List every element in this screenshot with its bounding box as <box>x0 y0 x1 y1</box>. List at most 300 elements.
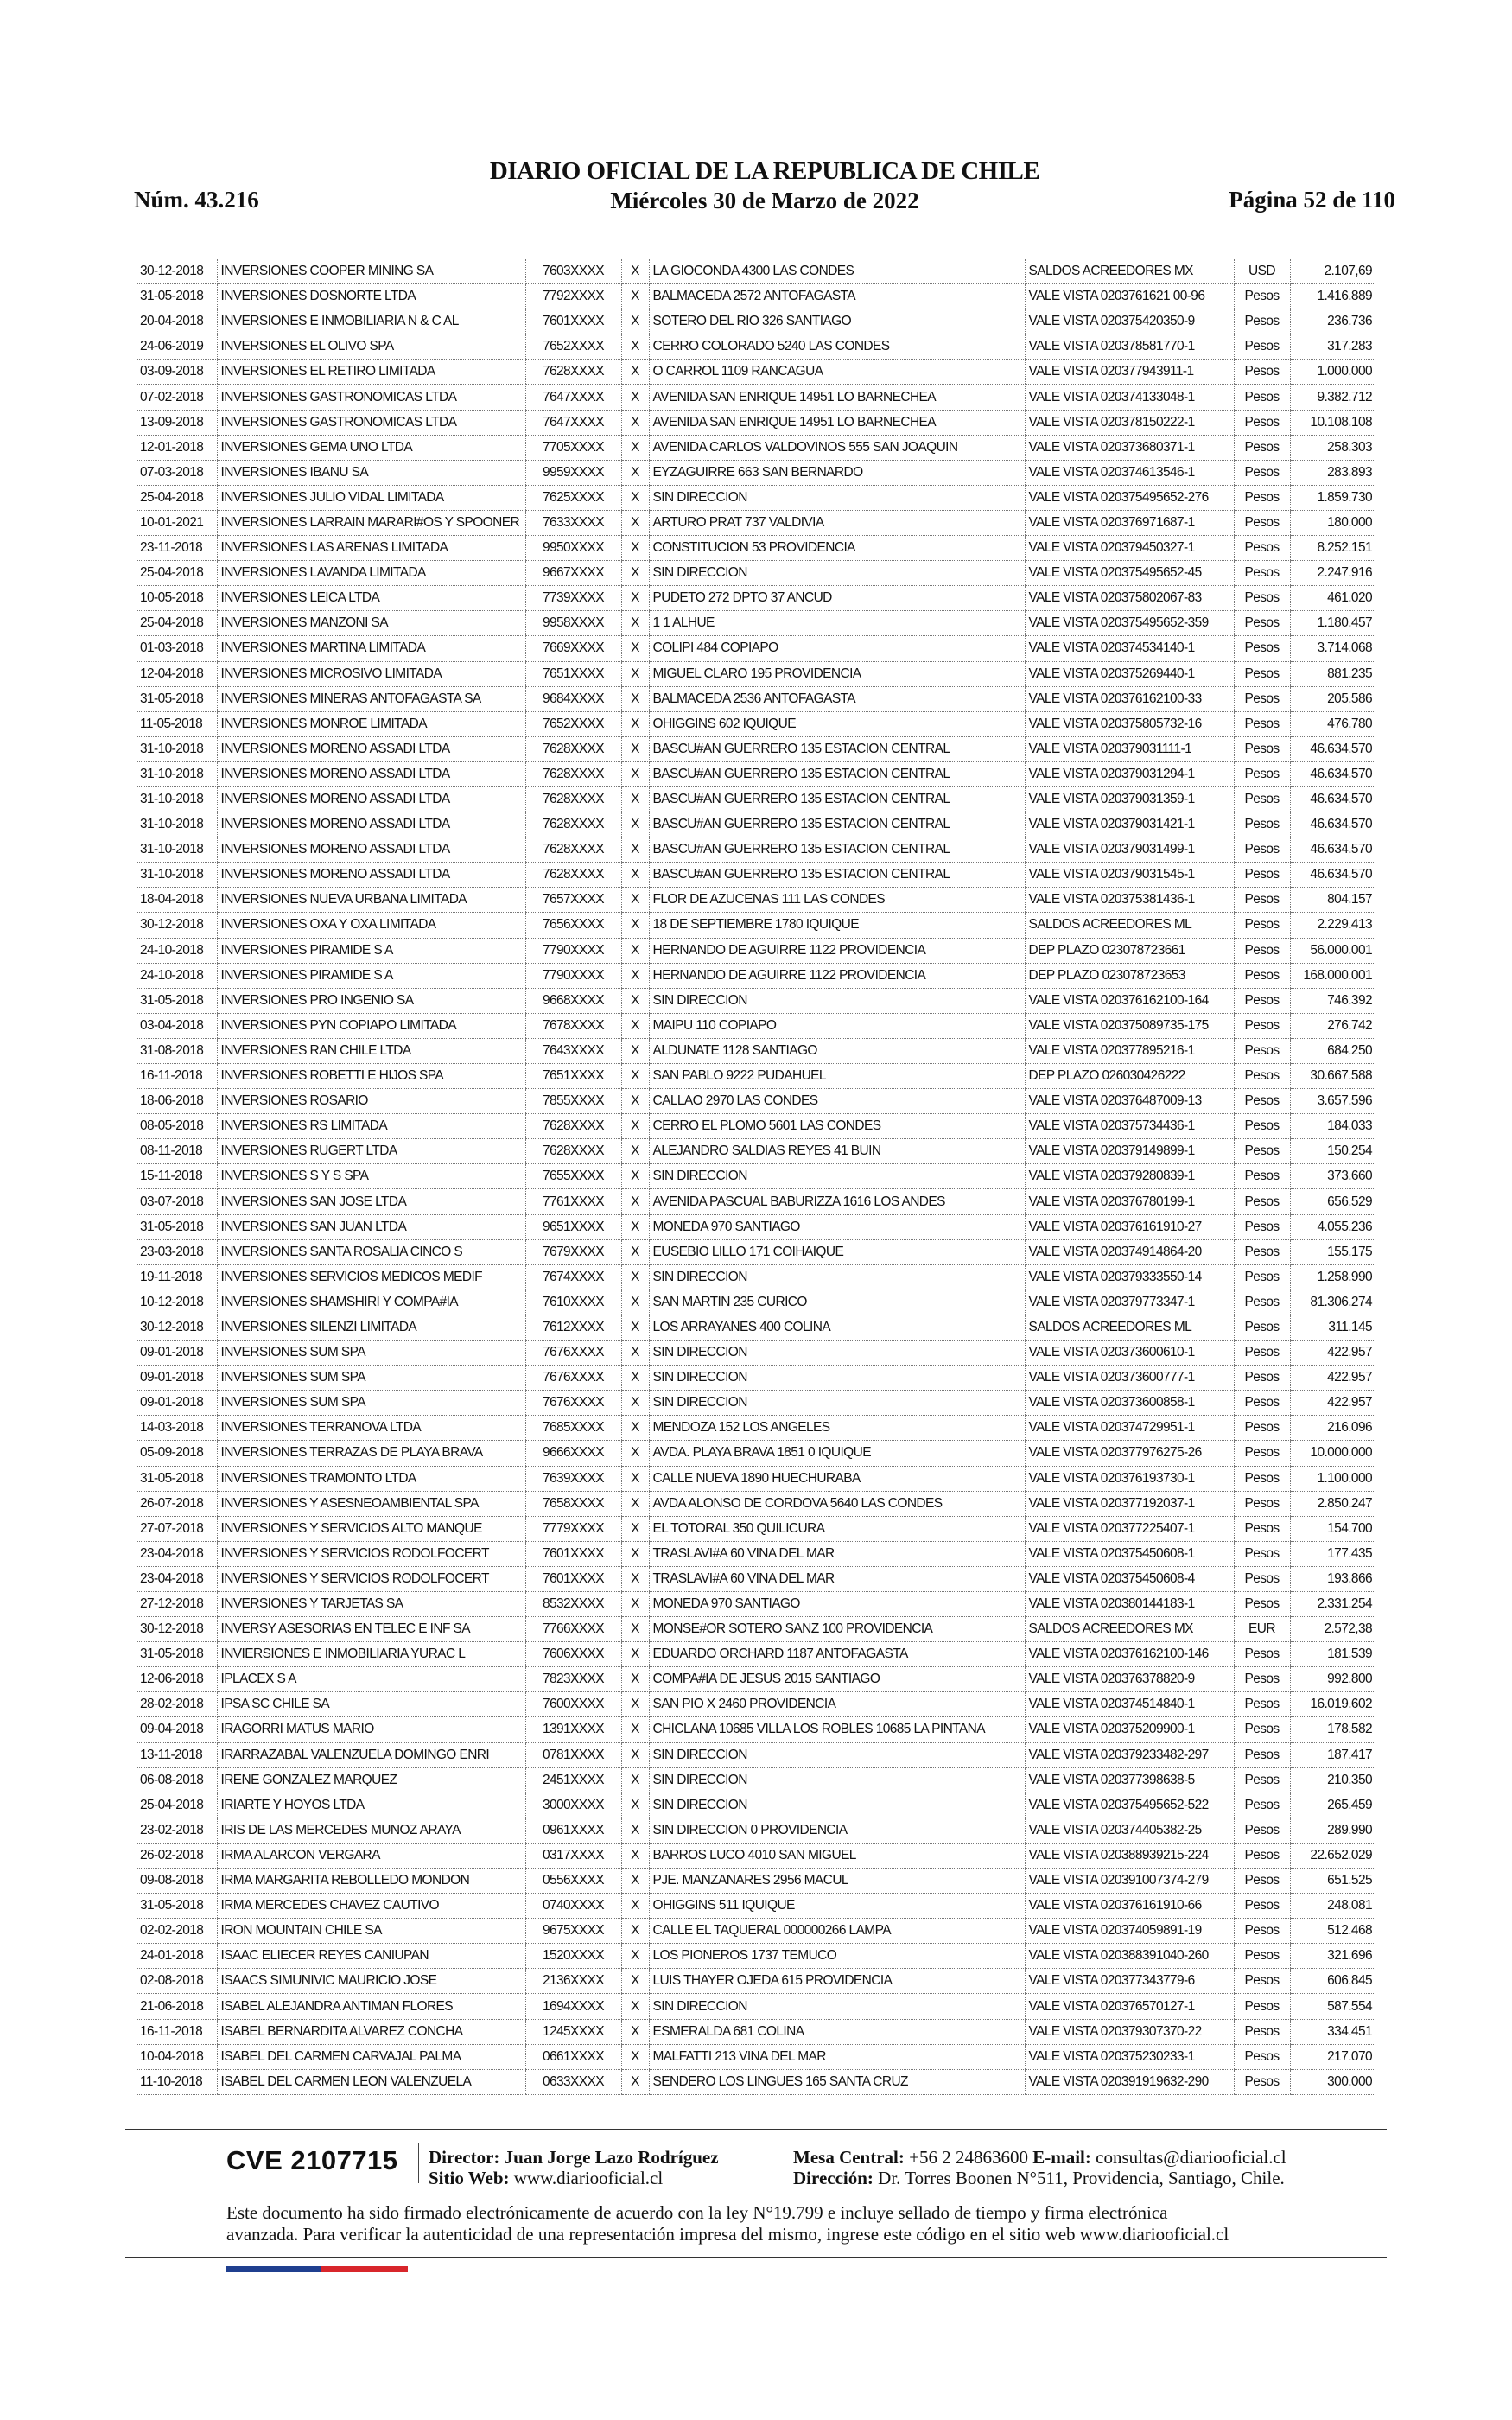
row-name: IRARRAZABAL VALENZUELA DOMINGO ENRI <box>217 1742 525 1767</box>
row-amount: 46.634.570 <box>1290 736 1375 761</box>
row-amount: 177.435 <box>1290 1541 1375 1566</box>
row-name: INVERSIONES MORENO ASSADI LTDA <box>217 786 525 812</box>
row-mark: X <box>621 812 649 837</box>
row-rut: 7676XXXX <box>525 1366 621 1391</box>
table-row <box>137 1264 1375 1290</box>
row-document: VALE VISTA 020373600858-1 <box>1025 1391 1234 1416</box>
row-rut: 1694XXXX <box>525 1994 621 2019</box>
row-name: INVERSIONES SUM SPA <box>217 1366 525 1391</box>
row-date: 31-05-2018 <box>137 1642 217 1667</box>
cve-code: CVE 2107715 <box>226 2145 398 2175</box>
row-currency: Pesos <box>1234 736 1290 761</box>
row-address: MENDOZA 152 LOS ANGELES <box>649 1416 1025 1441</box>
table-row <box>137 786 1375 812</box>
legal-line-1: Este documento ha sido firmado electrónicamente de acuerdo con la ley N°19.799 e incluye sellado de tiempo y firma electrónica <box>226 2202 1168 2223</box>
masthead <box>134 157 1395 214</box>
row-currency: Pesos <box>1234 1114 1290 1139</box>
row-currency: Pesos <box>1234 761 1290 786</box>
row-date: 31-05-2018 <box>137 988 217 1013</box>
row-amount: 2.247.916 <box>1290 561 1375 586</box>
legal-notice <box>226 2202 1384 2245</box>
row-amount: 16.019.602 <box>1290 1692 1375 1717</box>
row-rut: 7643XXXX <box>525 1038 621 1063</box>
row-amount: 1.258.990 <box>1290 1264 1375 1290</box>
table-row <box>137 988 1375 1013</box>
row-address: SIN DIRECCION <box>649 1793 1025 1818</box>
row-amount: 422.957 <box>1290 1366 1375 1391</box>
row-amount: 56.000.001 <box>1290 938 1375 963</box>
row-mark: X <box>621 1969 649 1994</box>
row-currency: Pesos <box>1234 1290 1290 1315</box>
table-row <box>137 536 1375 561</box>
row-amount: 311.145 <box>1290 1315 1375 1340</box>
row-address: MONEDA 970 SANTIAGO <box>649 1591 1025 1616</box>
row-currency: Pesos <box>1234 586 1290 611</box>
row-rut: 7739XXXX <box>525 586 621 611</box>
row-name: INVERSIONES PIRAMIDE S A <box>217 963 525 988</box>
row-address: SIN DIRECCION <box>649 1366 1025 1391</box>
row-address: O CARROL 1109 RANCAGUA <box>649 360 1025 385</box>
row-amount: 184.033 <box>1290 1114 1375 1139</box>
row-document: VALE VISTA 020379031421-1 <box>1025 812 1234 837</box>
row-mark: X <box>621 1767 649 1793</box>
row-currency: Pesos <box>1234 636 1290 661</box>
row-date: 23-02-2018 <box>137 1818 217 1843</box>
row-name: INVERSIONES TRAMONTO LTDA <box>217 1466 525 1491</box>
row-date: 30-12-2018 <box>137 1617 217 1642</box>
row-currency: Pesos <box>1234 1416 1290 1441</box>
row-rut: 7855XXXX <box>525 1089 621 1114</box>
table-row <box>137 1667 1375 1692</box>
row-currency: Pesos <box>1234 913 1290 938</box>
row-document: SALDOS ACREEDORES MX <box>1025 259 1234 284</box>
row-currency: Pesos <box>1234 536 1290 561</box>
row-rut: 1520XXXX <box>525 1944 621 1969</box>
row-currency: Pesos <box>1234 1793 1290 1818</box>
row-rut: 9958XXXX <box>525 611 621 636</box>
row-name: INVERSIONES SANTA ROSALIA CINCO S <box>217 1239 525 1264</box>
row-mark: X <box>621 1994 649 2019</box>
row-date: 08-11-2018 <box>137 1139 217 1164</box>
row-name: IRON MOUNTAIN CHILE SA <box>217 1919 525 1944</box>
row-date: 18-06-2018 <box>137 1089 217 1114</box>
row-date: 31-05-2018 <box>137 1894 217 1919</box>
row-document: VALE VISTA 020375495652-522 <box>1025 1793 1234 1818</box>
row-document: VALE VISTA 020375495652-276 <box>1025 485 1234 510</box>
row-amount: 334.451 <box>1290 2019 1375 2044</box>
row-address: COLIPI 484 COPIAPO <box>649 636 1025 661</box>
row-name: INVERSIONES SILENZI LIMITADA <box>217 1315 525 1340</box>
site-link[interactable]: www.diariooficial.cl <box>513 2168 664 2188</box>
row-currency: Pesos <box>1234 1366 1290 1391</box>
row-currency: Pesos <box>1234 334 1290 360</box>
row-document: VALE VISTA 020379031499-1 <box>1025 837 1234 863</box>
row-amount: 46.634.570 <box>1290 863 1375 888</box>
row-amount: 22.652.029 <box>1290 1843 1375 1868</box>
row-mark: X <box>621 1793 649 1818</box>
table-row <box>137 334 1375 360</box>
flag-bar-blue <box>226 2266 321 2272</box>
row-currency: Pesos <box>1234 1013 1290 1038</box>
row-rut: 7651XXXX <box>525 661 621 686</box>
row-amount: 168.000.001 <box>1290 963 1375 988</box>
row-name: INVERSIONES Y SERVICIOS RODOLFOCERT <box>217 1541 525 1566</box>
row-date: 16-11-2018 <box>137 2019 217 2044</box>
row-currency: Pesos <box>1234 284 1290 309</box>
row-rut: 7669XXXX <box>525 636 621 661</box>
row-rut: 0661XXXX <box>525 2044 621 2069</box>
row-currency: Pesos <box>1234 1466 1290 1491</box>
row-mark: X <box>621 1466 649 1491</box>
row-amount: 746.392 <box>1290 988 1375 1013</box>
row-currency: Pesos <box>1234 1441 1290 1466</box>
row-name: INVIERSIONES E INMOBILIARIA YURAC L <box>217 1642 525 1667</box>
row-name: IRMA MARGARITA REBOLLEDO MONDON <box>217 1869 525 1894</box>
row-mark: X <box>621 888 649 913</box>
row-mark: X <box>621 561 649 586</box>
row-address: BASCU#AN GUERRERO 135 ESTACION CENTRAL <box>649 863 1025 888</box>
row-date: 19-11-2018 <box>137 1264 217 1290</box>
row-document: VALE VISTA 020379280839-1 <box>1025 1164 1234 1189</box>
site-label: Sitio Web: <box>429 2168 510 2188</box>
row-document: VALE VISTA 020373600777-1 <box>1025 1366 1234 1391</box>
row-date: 31-10-2018 <box>137 837 217 863</box>
row-mark: X <box>621 913 649 938</box>
row-rut: 7678XXXX <box>525 1013 621 1038</box>
row-mark: X <box>621 510 649 535</box>
row-name: INVERSIONES ROBETTI E HIJOS SPA <box>217 1064 525 1089</box>
table-row <box>137 1391 1375 1416</box>
row-address: SAN MARTIN 235 CURICO <box>649 1290 1025 1315</box>
row-currency: Pesos <box>1234 1894 1290 1919</box>
row-document: VALE VISTA 020379031111-1 <box>1025 736 1234 761</box>
row-date: 31-10-2018 <box>137 863 217 888</box>
mesa-phone: +56 2 24863600 <box>909 2147 1028 2168</box>
row-currency: Pesos <box>1234 1692 1290 1717</box>
row-mark: X <box>621 1516 649 1541</box>
row-currency: Pesos <box>1234 1264 1290 1290</box>
row-address: SAN PABLO 9222 PUDAHUEL <box>649 1064 1025 1089</box>
row-date: 21-06-2018 <box>137 1994 217 2019</box>
row-name: ISABEL BERNARDITA ALVAREZ CONCHA <box>217 2019 525 2044</box>
row-name: INVERSIONES Y TARJETAS SA <box>217 1591 525 1616</box>
row-date: 30-12-2018 <box>137 259 217 284</box>
row-date: 09-08-2018 <box>137 1869 217 1894</box>
row-name: INVERSIONES MORENO ASSADI LTDA <box>217 761 525 786</box>
row-name: IPLACEX S A <box>217 1667 525 1692</box>
row-rut: 7600XXXX <box>525 1692 621 1717</box>
row-rut: 2136XXXX <box>525 1969 621 1994</box>
row-address: EDUARDO ORCHARD 1187 ANTOFAGASTA <box>649 1642 1025 1667</box>
row-mark: X <box>621 1717 649 1742</box>
row-name: IRMA ALARCON VERGARA <box>217 1843 525 1868</box>
row-date: 30-12-2018 <box>137 913 217 938</box>
row-amount: 236.736 <box>1290 309 1375 334</box>
table-row <box>137 1894 1375 1919</box>
row-mark: X <box>621 1843 649 1868</box>
row-rut: 7679XXXX <box>525 1239 621 1264</box>
row-mark: X <box>621 1742 649 1767</box>
row-currency: Pesos <box>1234 1944 1290 1969</box>
row-mark: X <box>621 334 649 360</box>
row-amount: 684.250 <box>1290 1038 1375 1063</box>
row-name: INVERSIONES MONROE LIMITADA <box>217 711 525 736</box>
row-name: INVERSIONES SAN JOSE LTDA <box>217 1189 525 1214</box>
table-row <box>137 1919 1375 1944</box>
row-name: INVERSIONES LEICA LTDA <box>217 586 525 611</box>
row-currency: Pesos <box>1234 1164 1290 1189</box>
row-address: AVDA ALONSO DE CORDOVA 5640 LAS CONDES <box>649 1491 1025 1516</box>
row-name: IRENE GONZALEZ MARQUEZ <box>217 1767 525 1793</box>
row-date: 31-10-2018 <box>137 761 217 786</box>
row-address: CALLE EL TAQUERAL 000000266 LAMPA <box>649 1919 1025 1944</box>
row-address: AVDA. PLAYA BRAVA 1851 0 IQUIQUE <box>649 1441 1025 1466</box>
row-rut: 7601XXXX <box>525 309 621 334</box>
row-date: 27-07-2018 <box>137 1516 217 1541</box>
row-name: INVERSIONES MORENO ASSADI LTDA <box>217 863 525 888</box>
row-currency: Pesos <box>1234 1818 1290 1843</box>
row-amount: 154.700 <box>1290 1516 1375 1541</box>
row-rut: 9950XXXX <box>525 536 621 561</box>
row-amount: 9.382.712 <box>1290 385 1375 410</box>
row-address: OHIGGINS 602 IQUIQUE <box>649 711 1025 736</box>
row-address: LOS PIONEROS 1737 TEMUCO <box>649 1944 1025 1969</box>
row-rut: 1245XXXX <box>525 2019 621 2044</box>
row-date: 16-11-2018 <box>137 1064 217 1089</box>
row-name: IRMA MERCEDES CHAVEZ CAUTIVO <box>217 1894 525 1919</box>
row-name: INVERSIONES MORENO ASSADI LTDA <box>217 812 525 837</box>
row-name: INVERSIONES GASTRONOMICAS LTDA <box>217 385 525 410</box>
row-document: VALE VISTA 020375495652-359 <box>1025 611 1234 636</box>
row-name: INVERSIONES ROSARIO <box>217 1089 525 1114</box>
row-address: 18 DE SEPTIEMBRE 1780 IQUIQUE <box>649 913 1025 938</box>
row-document: DEP PLAZO 026030426222 <box>1025 1064 1234 1089</box>
row-address: SIN DIRECCION <box>649 1391 1025 1416</box>
flag-bar <box>226 2266 408 2272</box>
row-currency: Pesos <box>1234 561 1290 586</box>
row-currency: Pesos <box>1234 1591 1290 1616</box>
row-mark: X <box>621 586 649 611</box>
row-mark: X <box>621 284 649 309</box>
row-mark: X <box>621 1818 649 1843</box>
row-mark: X <box>621 1239 649 1264</box>
row-amount: 193.866 <box>1290 1566 1375 1591</box>
table-row <box>137 1969 1375 1994</box>
row-amount: 321.696 <box>1290 1944 1375 1969</box>
row-mark: X <box>621 1617 649 1642</box>
row-document: VALE VISTA 020377943911-1 <box>1025 360 1234 385</box>
row-address: CHICLANA 10685 VILLA LOS ROBLES 10685 LA PINTANA <box>649 1717 1025 1742</box>
row-date: 31-10-2018 <box>137 736 217 761</box>
table-row <box>137 888 1375 913</box>
table-row <box>137 435 1375 460</box>
row-rut: 7779XXXX <box>525 1516 621 1541</box>
table-row <box>137 1742 1375 1767</box>
table-row <box>137 761 1375 786</box>
row-mark: X <box>621 661 649 686</box>
row-amount: 300.000 <box>1290 2069 1375 2094</box>
row-amount: 651.525 <box>1290 1869 1375 1894</box>
row-date: 12-06-2018 <box>137 1667 217 1692</box>
accounts-table <box>137 259 1375 2095</box>
row-mark: X <box>621 1164 649 1189</box>
table-row <box>137 611 1375 636</box>
row-address: MONSE#OR SOTERO SANZ 100 PROVIDENCIA <box>649 1617 1025 1642</box>
row-amount: 2.331.254 <box>1290 1591 1375 1616</box>
row-rut: 7790XXXX <box>525 963 621 988</box>
row-date: 25-04-2018 <box>137 1793 217 1818</box>
row-currency: Pesos <box>1234 485 1290 510</box>
row-date: 09-04-2018 <box>137 1717 217 1742</box>
row-address: ALEJANDRO SALDIAS REYES 41 BUIN <box>649 1139 1025 1164</box>
row-address: CERRO EL PLOMO 5601 LAS CONDES <box>649 1114 1025 1139</box>
row-currency: USD <box>1234 259 1290 284</box>
row-address: CALLE NUEVA 1890 HUECHURABA <box>649 1466 1025 1491</box>
row-amount: 46.634.570 <box>1290 837 1375 863</box>
row-rut: 0633XXXX <box>525 2069 621 2094</box>
row-address: SIN DIRECCION <box>649 1994 1025 2019</box>
table-row <box>137 1491 1375 1516</box>
row-date: 23-04-2018 <box>137 1566 217 1591</box>
row-rut: 9959XXXX <box>525 460 621 485</box>
row-date: 10-12-2018 <box>137 1290 217 1315</box>
row-rut: 7657XXXX <box>525 888 621 913</box>
row-mark: X <box>621 1290 649 1315</box>
table-row <box>137 1038 1375 1063</box>
row-address: 1 1 ALHUE <box>649 611 1025 636</box>
row-mark: X <box>621 309 649 334</box>
row-mark: X <box>621 2019 649 2044</box>
row-address: EYZAGUIRRE 663 SAN BERNARDO <box>649 460 1025 485</box>
row-currency: Pesos <box>1234 1214 1290 1239</box>
row-name: INVERSIONES RUGERT LTDA <box>217 1139 525 1164</box>
row-amount: 283.893 <box>1290 460 1375 485</box>
row-address: CERRO COLORADO 5240 LAS CONDES <box>649 334 1025 360</box>
row-document: VALE VISTA 020375089735-175 <box>1025 1013 1234 1038</box>
row-date: 27-12-2018 <box>137 1591 217 1616</box>
row-address: LOS ARRAYANES 400 COLINA <box>649 1315 1025 1340</box>
row-date: 20-04-2018 <box>137 309 217 334</box>
row-date: 08-05-2018 <box>137 1114 217 1139</box>
row-amount: 258.303 <box>1290 435 1375 460</box>
row-document: VALE VISTA 020377976275-26 <box>1025 1441 1234 1466</box>
row-date: 06-08-2018 <box>137 1767 217 1793</box>
row-document: VALE VISTA 0203761621 00-96 <box>1025 284 1234 309</box>
row-document: VALE VISTA 020379333550-14 <box>1025 1264 1234 1290</box>
email-link[interactable]: consultas@diariooficial.cl <box>1096 2147 1286 2168</box>
row-rut: 9675XXXX <box>525 1919 621 1944</box>
row-amount: 317.283 <box>1290 334 1375 360</box>
table-row <box>137 2044 1375 2069</box>
row-amount: 804.157 <box>1290 888 1375 913</box>
row-document: VALE VISTA 020375802067-83 <box>1025 586 1234 611</box>
row-address: CALLAO 2970 LAS CONDES <box>649 1089 1025 1114</box>
row-date: 12-01-2018 <box>137 435 217 460</box>
row-address: SOTERO DEL RIO 326 SANTIAGO <box>649 309 1025 334</box>
table-row <box>137 1315 1375 1340</box>
row-amount: 150.254 <box>1290 1139 1375 1164</box>
row-date: 31-05-2018 <box>137 686 217 711</box>
issue-date: Miércoles 30 de Marzo de 2022 <box>610 188 919 213</box>
row-name: INVERSIONES MANZONI SA <box>217 611 525 636</box>
row-name: INVERSY ASESORIAS EN TELEC E INF SA <box>217 1617 525 1642</box>
table-row <box>137 586 1375 611</box>
row-document: VALE VISTA 020379233482-297 <box>1025 1742 1234 1767</box>
row-currency: Pesos <box>1234 1089 1290 1114</box>
row-rut: 7628XXXX <box>525 761 621 786</box>
row-date: 24-06-2019 <box>137 334 217 360</box>
row-name: INVERSIONES Y ASESNEOAMBIENTAL SPA <box>217 1491 525 1516</box>
row-name: INVERSIONES EL OLIVO SPA <box>217 334 525 360</box>
row-mark: X <box>621 1566 649 1591</box>
row-mark: X <box>621 1919 649 1944</box>
row-currency: Pesos <box>1234 863 1290 888</box>
row-document: VALE VISTA 020388391040-260 <box>1025 1944 1234 1969</box>
row-name: INVERSIONES Y SERVICIOS ALTO MANQUE <box>217 1516 525 1541</box>
row-date: 31-05-2018 <box>137 1214 217 1239</box>
row-address: FLOR DE AZUCENAS 111 LAS CONDES <box>649 888 1025 913</box>
row-rut: 7628XXXX <box>525 786 621 812</box>
row-document: VALE VISTA 020375734436-1 <box>1025 1114 1234 1139</box>
row-address: EL TOTORAL 350 QUILICURA <box>649 1516 1025 1541</box>
mesa-label: Mesa Central: <box>793 2147 905 2168</box>
table-row <box>137 1869 1375 1894</box>
row-address: MALFATTI 213 VINA DEL MAR <box>649 2044 1025 2069</box>
row-document: VALE VISTA 020378150222-1 <box>1025 410 1234 435</box>
row-currency: Pesos <box>1234 460 1290 485</box>
row-currency: Pesos <box>1234 510 1290 535</box>
row-address: COMPA#IA DE JESUS 2015 SANTIAGO <box>649 1667 1025 1692</box>
row-currency: Pesos <box>1234 1767 1290 1793</box>
row-rut: 7658XXXX <box>525 1491 621 1516</box>
row-amount: 1.416.889 <box>1290 284 1375 309</box>
row-name: INVERSIONES E INMOBILIARIA N & C AL <box>217 309 525 334</box>
row-date: 02-08-2018 <box>137 1969 217 1994</box>
row-document: SALDOS ACREEDORES ML <box>1025 913 1234 938</box>
row-currency: Pesos <box>1234 661 1290 686</box>
row-mark: X <box>621 485 649 510</box>
table-row <box>137 1214 1375 1239</box>
row-currency: Pesos <box>1234 686 1290 711</box>
row-currency: Pesos <box>1234 1064 1290 1089</box>
row-address: TRASLAVI#A 60 VINA DEL MAR <box>649 1541 1025 1566</box>
row-name: INVERSIONES NUEVA URBANA LIMITADA <box>217 888 525 913</box>
row-rut: 8532XXXX <box>525 1591 621 1616</box>
row-name: INVERSIONES MINERAS ANTOFAGASTA SA <box>217 686 525 711</box>
table-row <box>137 309 1375 334</box>
row-currency: Pesos <box>1234 410 1290 435</box>
row-rut: 7647XXXX <box>525 385 621 410</box>
row-mark: X <box>621 2069 649 2094</box>
row-address: BARROS LUCO 4010 SAN MIGUEL <box>649 1843 1025 1868</box>
row-currency: Pesos <box>1234 812 1290 837</box>
table-row <box>137 1843 1375 1868</box>
table-row <box>137 1189 1375 1214</box>
row-amount: 1.000.000 <box>1290 360 1375 385</box>
row-name: INVERSIONES MICROSIVO LIMITADA <box>217 661 525 686</box>
table-row <box>137 561 1375 586</box>
table-row <box>137 863 1375 888</box>
table-row <box>137 460 1375 485</box>
row-document: VALE VISTA 020375450608-4 <box>1025 1566 1234 1591</box>
row-amount: 587.554 <box>1290 1994 1375 2019</box>
row-currency: Pesos <box>1234 1315 1290 1340</box>
row-mark: X <box>621 1391 649 1416</box>
row-address: SIN DIRECCION <box>649 1767 1025 1793</box>
row-date: 31-05-2018 <box>137 1466 217 1491</box>
row-mark: X <box>621 1139 649 1164</box>
row-date: 24-10-2018 <box>137 963 217 988</box>
